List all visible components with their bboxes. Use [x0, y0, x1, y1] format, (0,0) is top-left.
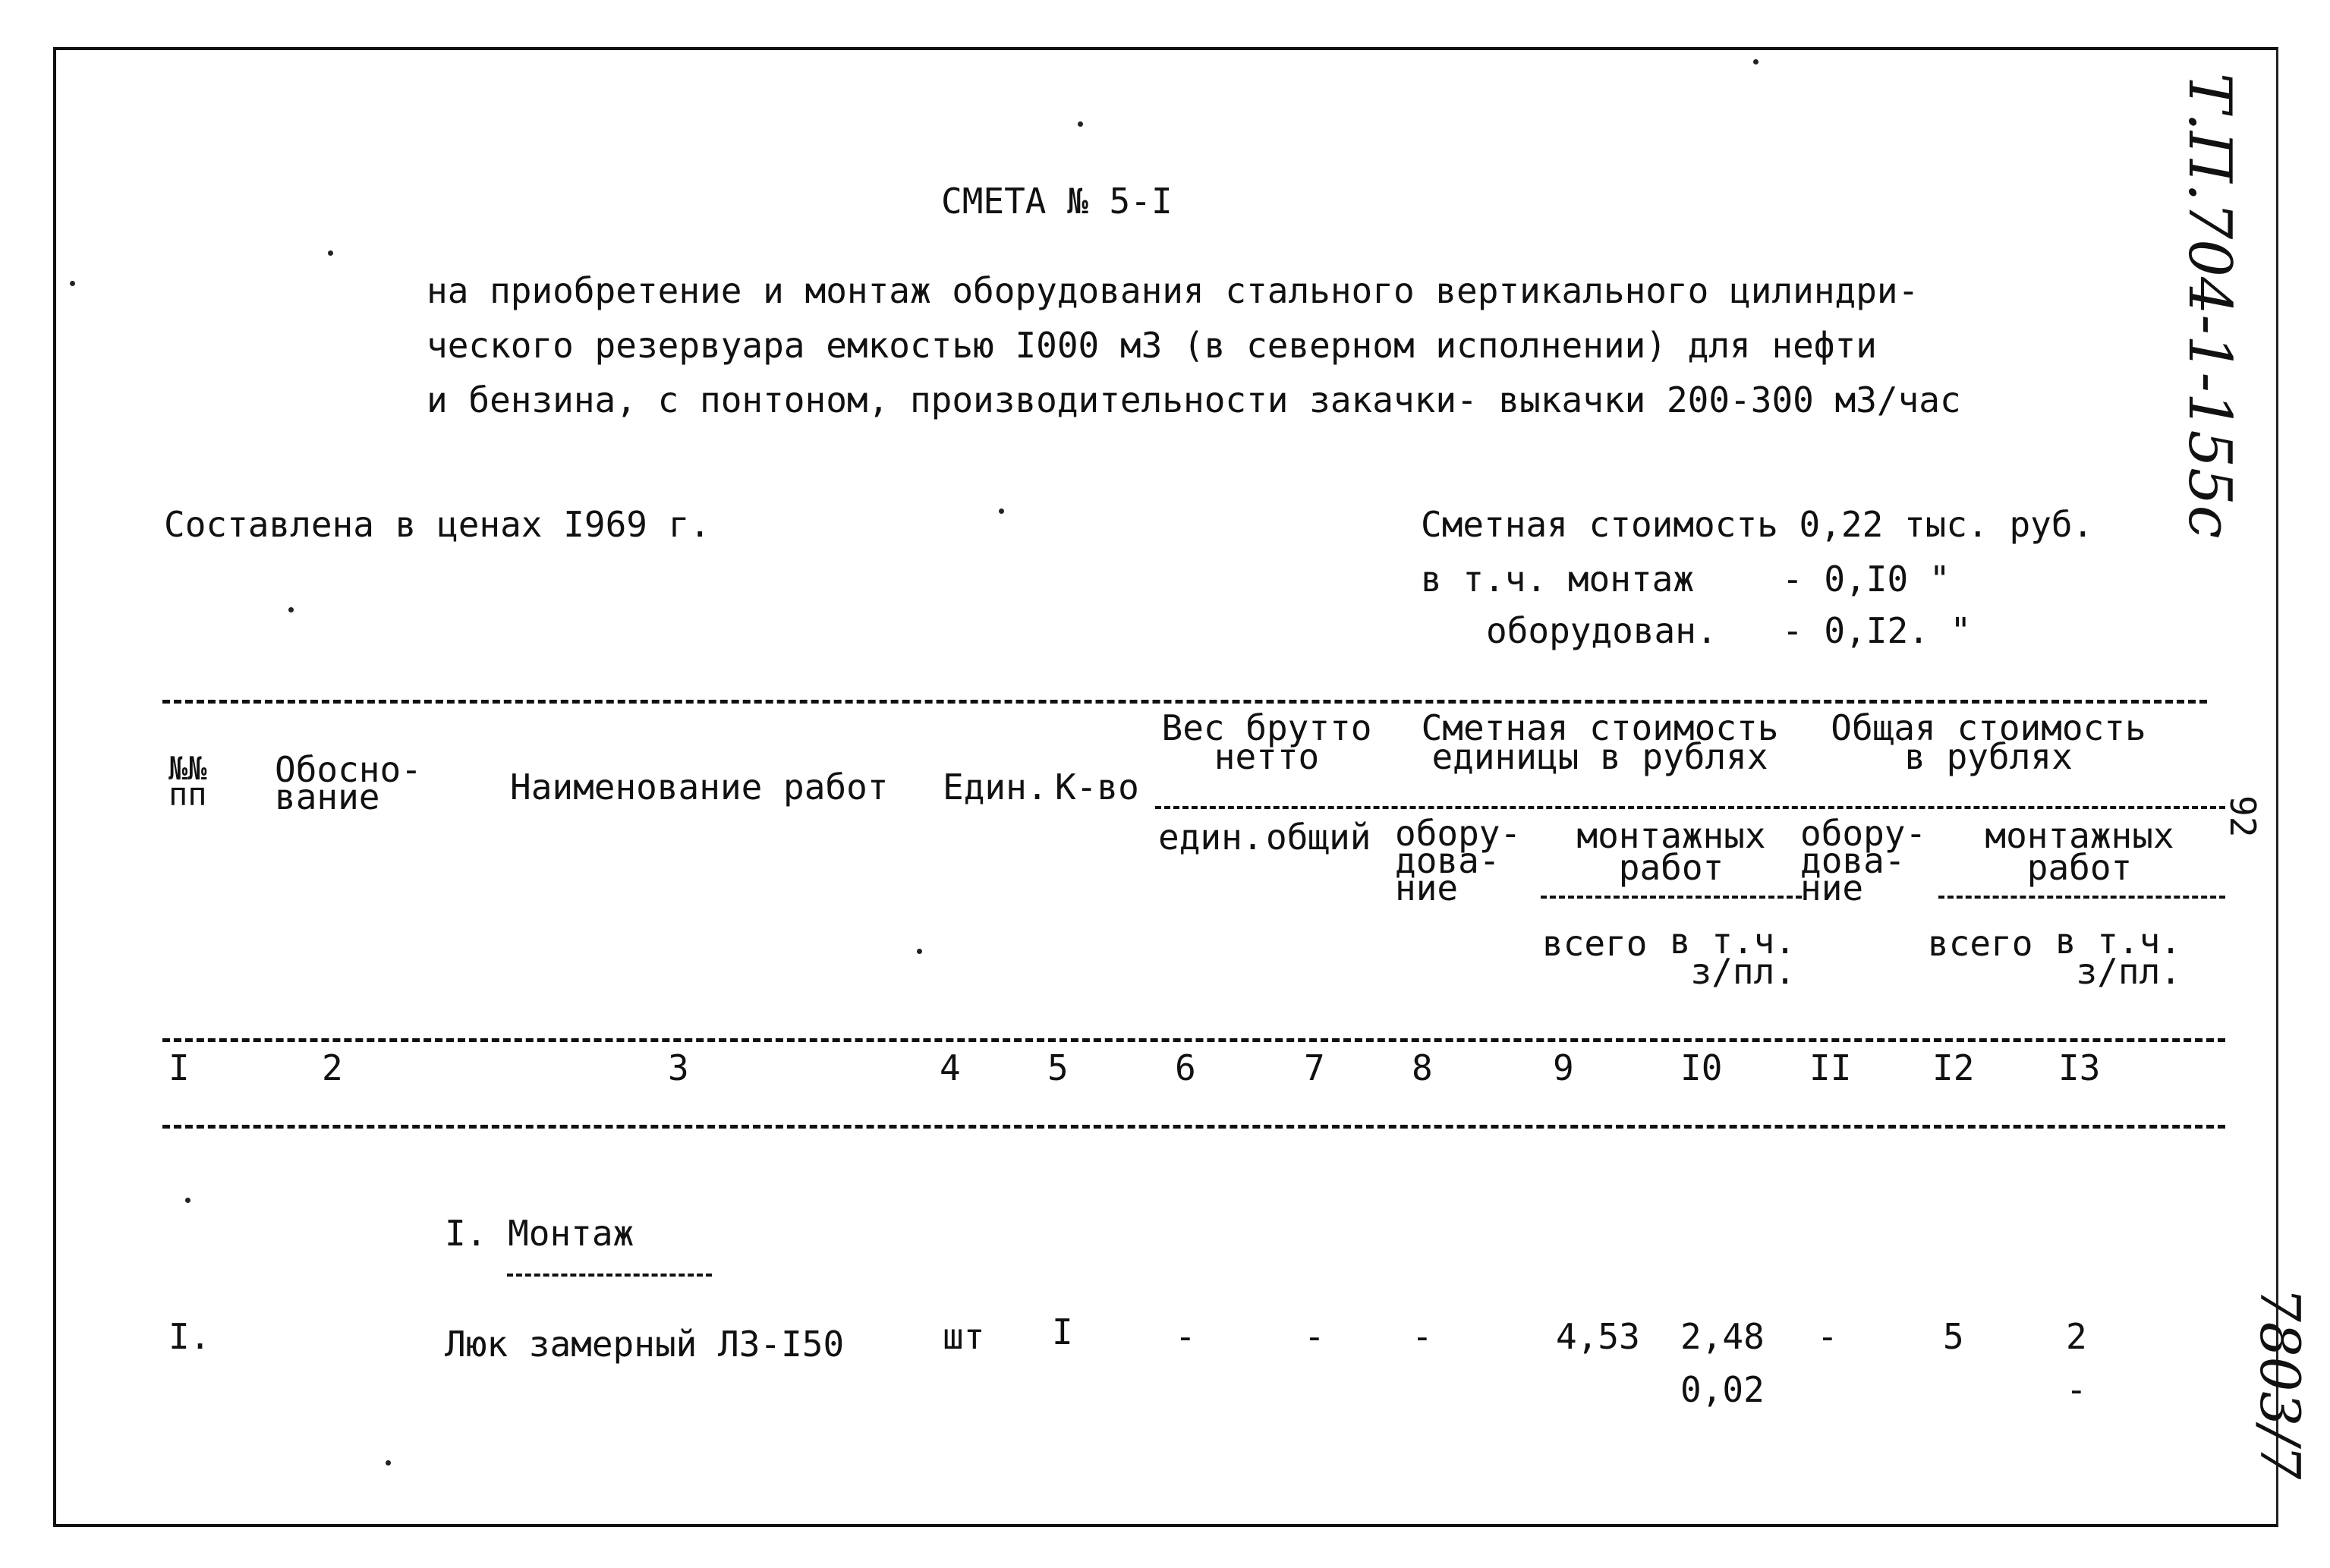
- row-mount-all-wage: 2: [2066, 1316, 2087, 1357]
- row-weight-total: -: [1304, 1316, 1325, 1357]
- row-mount-all: 5: [1943, 1316, 1964, 1357]
- row-unit: шт: [943, 1316, 985, 1357]
- scan-speck: [328, 250, 333, 256]
- col-number: 5: [1047, 1047, 1069, 1088]
- header-mount-works: монтажных работ: [1576, 815, 1766, 888]
- header-weight-total: общий: [1266, 817, 1371, 858]
- section-title-underline: [507, 1274, 712, 1277]
- cost-mount-value: - 0,I0 ": [1782, 559, 1951, 600]
- scan-speck: [70, 281, 75, 286]
- scan-speck: [1753, 59, 1759, 65]
- cost-mount-label: в т.ч. монтаж: [1421, 559, 1695, 600]
- table-rule-sub1: [1155, 806, 2225, 809]
- col-number: 2: [322, 1047, 343, 1088]
- col-number: 3: [668, 1047, 689, 1088]
- header-weight: Вес брутто нетто: [1161, 707, 1372, 777]
- header-unit: Един.: [943, 767, 1048, 808]
- col-number: I3: [2058, 1047, 2101, 1088]
- header-incl-wage-2: в т.ч. з/пл.: [2054, 921, 2181, 992]
- header-num: №№ пп: [168, 750, 207, 813]
- header-total-cost: Общая стоимость в рублях: [1831, 707, 2146, 777]
- table-rule-top: [162, 700, 2207, 704]
- header-incl-wage: в т.ч. з/пл.: [1669, 921, 1796, 992]
- cost-equip-value: - 0,I2. ": [1782, 610, 1972, 651]
- section-title: I. Монтаж: [445, 1213, 634, 1254]
- row-weight-unit: -: [1175, 1316, 1196, 1357]
- row-equip-total: -: [1817, 1316, 1838, 1357]
- scan-speck: [386, 1460, 391, 1466]
- col-number: 4: [940, 1047, 961, 1088]
- row-qty: I: [1052, 1311, 1073, 1352]
- header-all-2: всего: [1928, 923, 2033, 964]
- page-number: 92: [2222, 795, 2263, 838]
- table-rule-colnum-bottom: [162, 1125, 2225, 1129]
- scan-speck: [917, 949, 922, 954]
- col-number: I0: [1680, 1047, 1723, 1088]
- col-number: 9: [1553, 1047, 1574, 1088]
- subtitle-line: ческого резервуара емкостью I000 м3 (в северном исполнении) для нефти: [427, 325, 1877, 366]
- row-mount-wage: 2,48: [1680, 1316, 1765, 1357]
- scan-speck: [288, 607, 294, 612]
- row-name: Люк замерный ЛЗ-I50: [445, 1324, 845, 1365]
- header-qty: К-во: [1055, 767, 1139, 808]
- col-number: II: [1809, 1047, 1852, 1088]
- document-title: СМЕТА № 5-I: [941, 181, 1173, 222]
- col-number: I2: [1932, 1047, 1975, 1088]
- table-rule-sub2: [1541, 896, 1802, 899]
- header-unit-cost: Сметная стоимость единицы в рублях: [1421, 707, 1779, 777]
- header-equipment: обору- дова- ние: [1395, 813, 1522, 908]
- header-basis: Обосно- вание: [275, 749, 422, 817]
- subtitle-line: на приобретение и монтаж оборудования стального вертикального цилиндри-: [427, 270, 1919, 311]
- top-code: Т.П.704-1-155с: [2175, 73, 2243, 539]
- scan-speck: [1078, 121, 1083, 127]
- col-number: 6: [1175, 1047, 1196, 1088]
- col-number: I: [168, 1047, 190, 1088]
- row-num: I.: [168, 1316, 211, 1357]
- header-weight-unit: един.: [1158, 817, 1264, 858]
- col-number: 7: [1304, 1047, 1325, 1088]
- table-rule-header-bottom: [162, 1038, 2225, 1042]
- table-rule-sub3: [1938, 896, 2225, 899]
- row-equip-unit: -: [1412, 1316, 1433, 1357]
- cost-total: Сметная стоимость 0,22 тыс. руб.: [1421, 504, 2094, 545]
- col-number: 8: [1412, 1047, 1433, 1088]
- row-mount-wage-2: 0,02: [1680, 1369, 1765, 1410]
- prices-note: Составлена в ценах I969 г.: [164, 504, 711, 545]
- subtitle-line: и бензина, с понтоном, производительности закачки- выкачки 200-300 м3/час: [427, 379, 1961, 420]
- bottom-code: 7803/7: [2248, 1287, 2312, 1480]
- row-mount-total: 4,53: [1556, 1316, 1640, 1357]
- header-mount-works-2: монтажных работ: [1985, 815, 2174, 888]
- header-all: всего: [1542, 923, 1648, 964]
- row-mount-all-wage-2: -: [2066, 1369, 2087, 1410]
- scan-speck: [185, 1198, 190, 1203]
- scan-speck: [999, 508, 1004, 514]
- header-equipment-2: обору- дова- ние: [1800, 813, 1927, 908]
- cost-equip-label: оборудован.: [1486, 610, 1718, 651]
- header-name: Наименование работ: [510, 767, 889, 808]
